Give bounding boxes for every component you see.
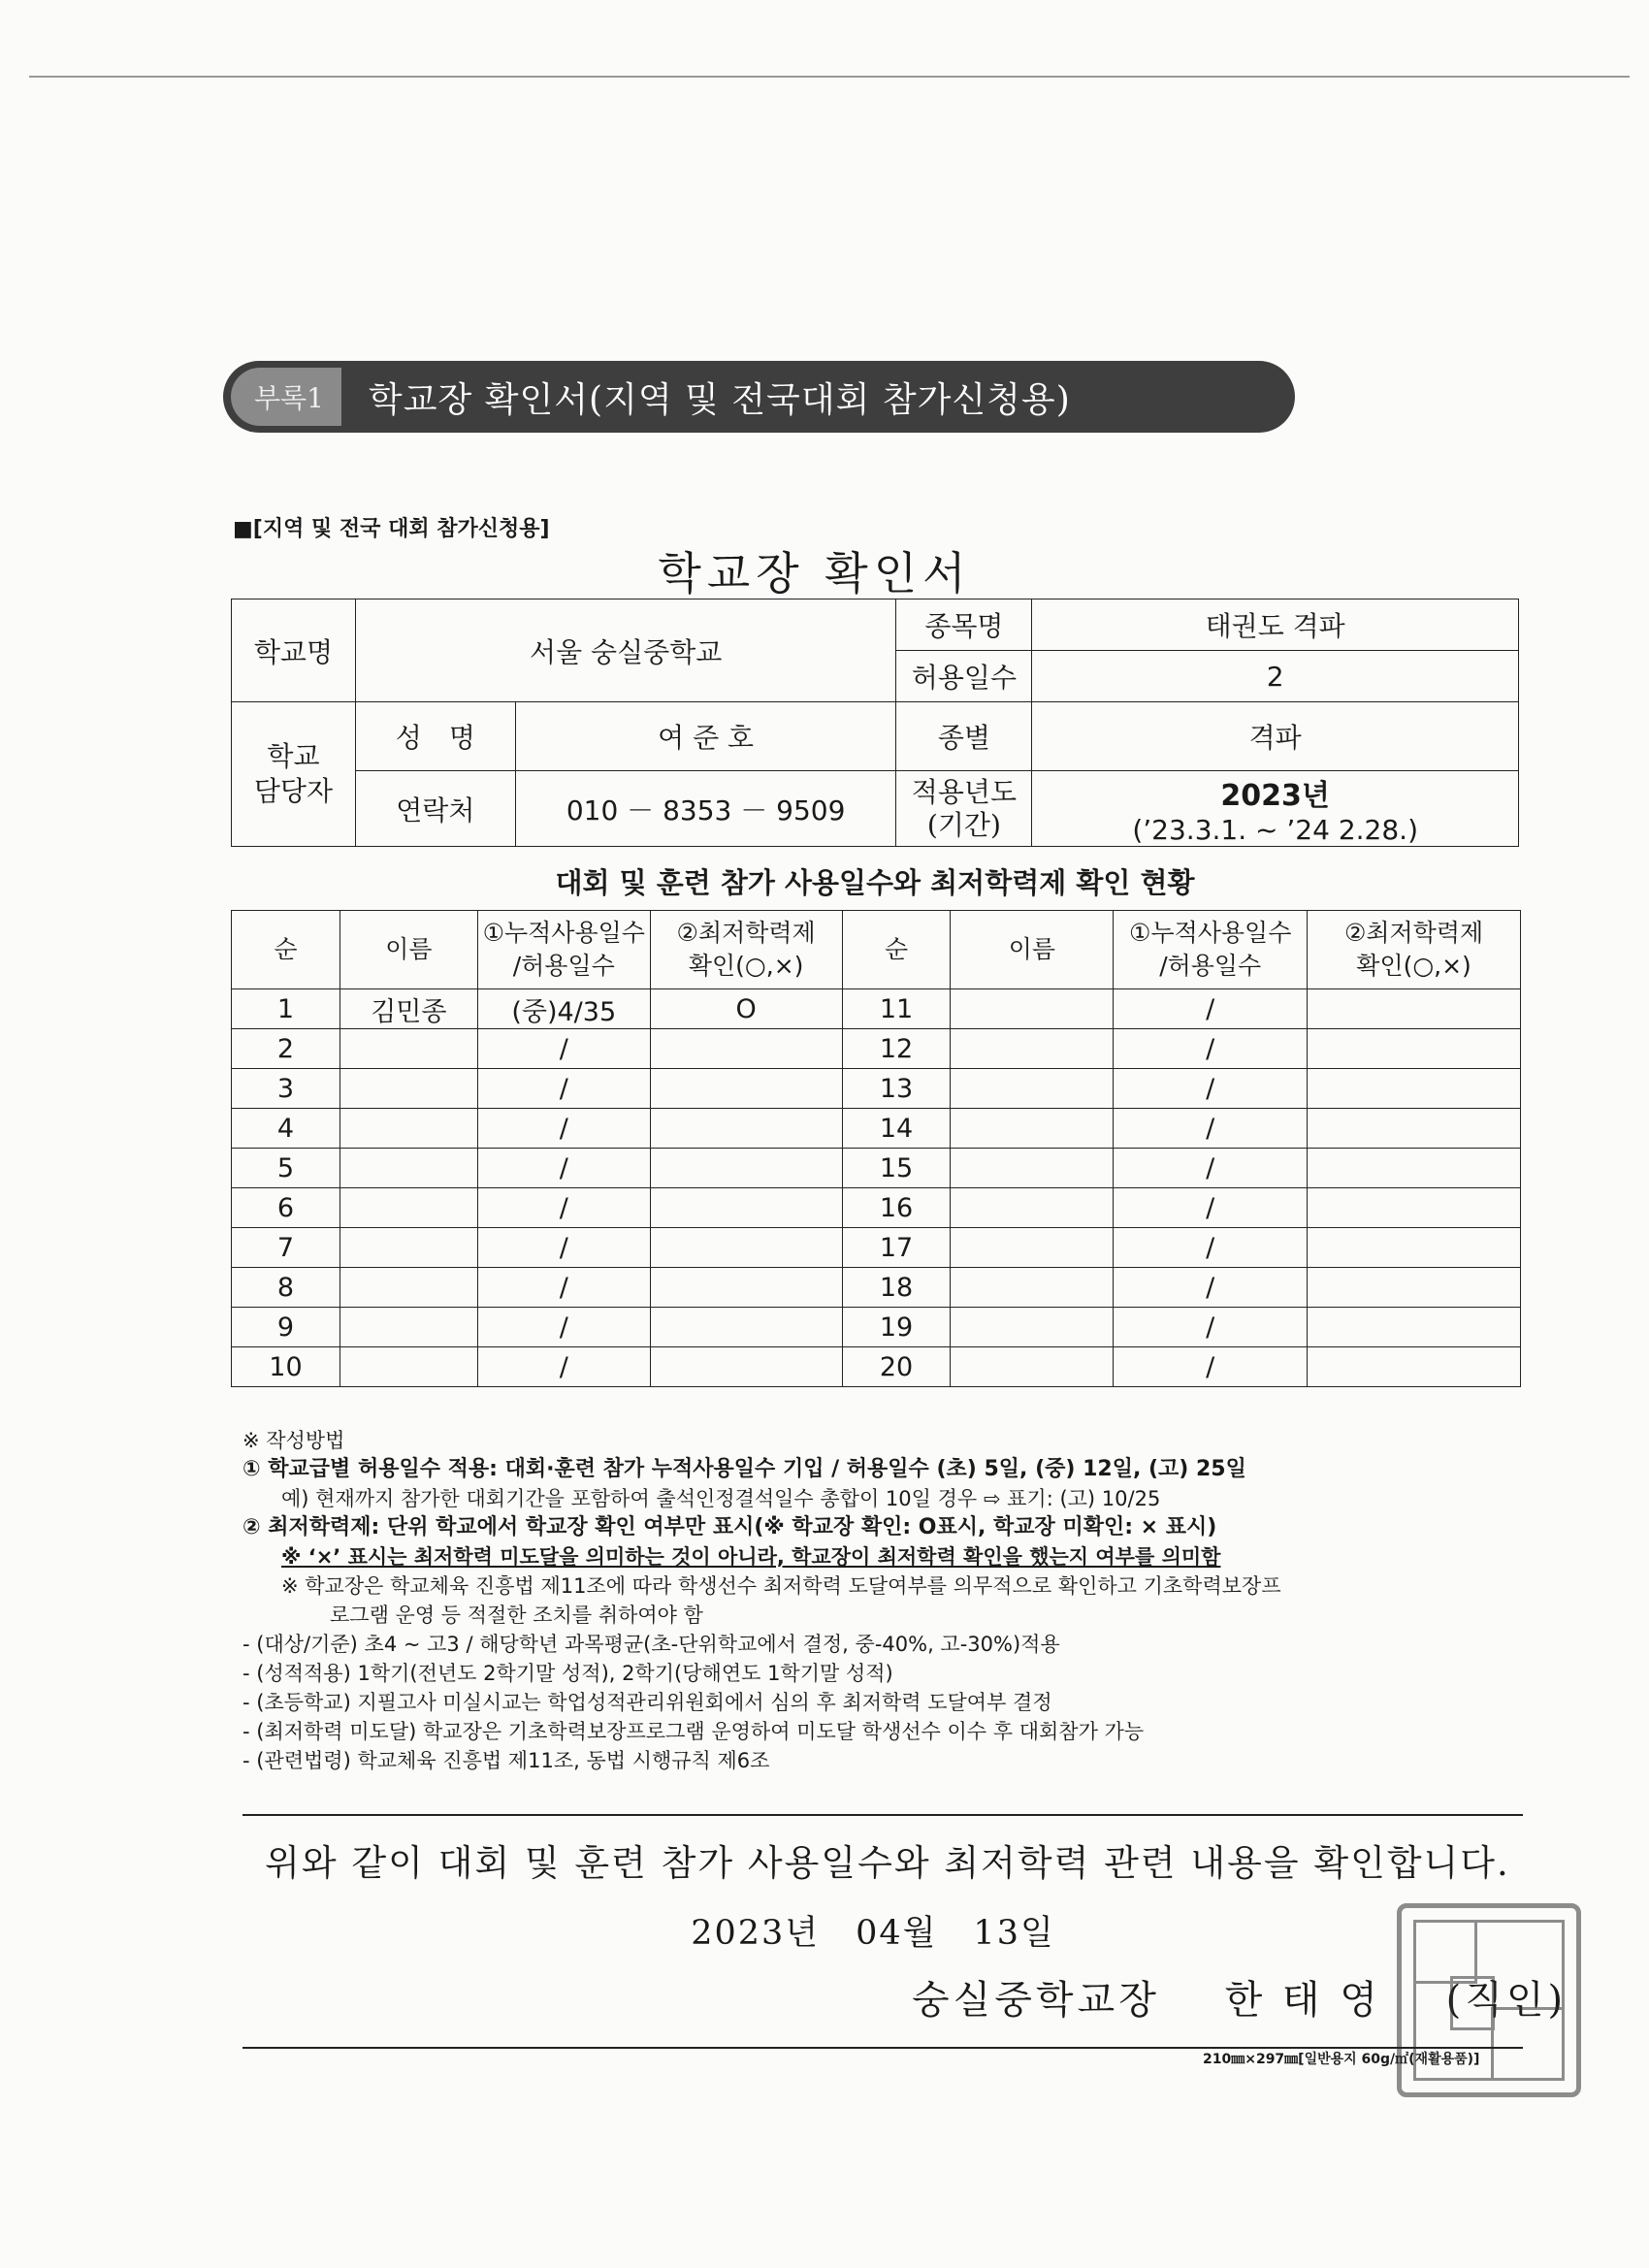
phone-label: 연락처 (355, 771, 515, 847)
name-label: 성 명 (355, 702, 515, 771)
no-cell: 7 (232, 1228, 340, 1268)
name-cell (340, 1228, 477, 1268)
check-cell: O (650, 989, 842, 1029)
category-value: 격파 (1032, 702, 1519, 771)
name-cell (951, 1228, 1114, 1268)
banner-title: 학교장 확인서(지역 및 전국대회 참가신청용) (368, 379, 1071, 420)
no-cell: 20 (842, 1347, 951, 1387)
check-cell (650, 1109, 842, 1149)
check-cell (650, 1308, 842, 1347)
no-cell: 5 (232, 1149, 340, 1188)
no-cell: 4 (232, 1109, 340, 1149)
days-cell: / (1114, 1109, 1308, 1149)
table-row (232, 1149, 1521, 1188)
allowed-days-value: 2 (1032, 651, 1519, 702)
no-cell: 3 (232, 1069, 340, 1109)
days-cell: / (1114, 1268, 1308, 1308)
table-row (232, 1308, 1521, 1347)
appendix-tag: 부록1 (231, 368, 341, 426)
days-cell: / (1114, 1029, 1308, 1069)
header-check: ②최저학력제 확인(○,×) (1308, 911, 1521, 989)
no-cell: 6 (232, 1188, 340, 1228)
check-cell (1308, 1188, 1521, 1228)
seal-label: (직인) (1445, 1978, 1568, 2023)
document-title: 학교장 확인서 (658, 547, 972, 599)
check-cell (1308, 1109, 1521, 1149)
days-cell: / (1114, 1308, 1308, 1347)
name-cell (951, 1188, 1114, 1228)
event-label: 종목명 (896, 599, 1032, 651)
days-cell: / (1114, 1188, 1308, 1228)
header-check: ②최저학력제 확인(○,×) (650, 911, 842, 989)
header-name: 이름 (340, 911, 477, 989)
divider (242, 1814, 1523, 1816)
detail-below-minimum: - (최저학력 미도달) 학교장은 기초학력보장프로그램 운영하여 미도달 학생선수 이수 후 대회참가 가능 (242, 1720, 1145, 1743)
name-cell (340, 1109, 477, 1149)
check-cell (1308, 989, 1521, 1029)
detail-grades: - (성적적용) 1학기(전년도 2학기말 성적), 2학기(당해연도 1학기말 성적) (242, 1662, 893, 1685)
days-cell: / (477, 1188, 650, 1228)
name-cell (340, 1149, 477, 1188)
days-cell: / (477, 1347, 650, 1387)
name-cell (951, 1069, 1114, 1109)
no-cell: 18 (842, 1268, 951, 1308)
days-cell: / (477, 1228, 650, 1268)
note-2-detail: ※ 학교장은 학교체육 진흥법 제11조에 따라 학생선수 최저학력 도달여부를 의무적으로 확인하고 기초학력보장프 (281, 1574, 1281, 1598)
name-cell (951, 1347, 1114, 1387)
school-label: 학교명 (232, 599, 356, 702)
name-cell (951, 1308, 1114, 1347)
signer-title: 숭실중학교장 (912, 1978, 1160, 2023)
note-2: ② 최저학력제: 단위 학교에서 학교장 확인 여부만 표시(※ 학교장 확인: O표시, 학교장 미확인: × 표시) (242, 1515, 1217, 1539)
year-label: 적용년도 (기간) (896, 771, 1032, 847)
check-cell (1308, 1149, 1521, 1188)
name-cell (340, 1308, 477, 1347)
paper-spec: 210㎜×297㎜[일반용지 60g/㎡(재활용품)] (1203, 2052, 1480, 2067)
allowed-days-label: 허용일수 (896, 651, 1032, 702)
table-row (232, 1029, 1521, 1069)
name-cell (340, 1268, 477, 1308)
header-days: ①누적사용일수 /허용일수 (477, 911, 650, 989)
days-cell: / (1114, 1149, 1308, 1188)
table-row (232, 1228, 1521, 1268)
check-cell (650, 1149, 842, 1188)
no-cell: 8 (232, 1268, 340, 1308)
detail-laws: - (관련법령) 학교체육 진흥법 제11조, 동법 시행규칙 제6조 (242, 1749, 770, 1772)
instructions (242, 1426, 1542, 1775)
days-cell: / (1114, 989, 1308, 1029)
check-cell (1308, 1228, 1521, 1268)
table-row (232, 989, 1521, 1029)
no-cell: 2 (232, 1029, 340, 1069)
note-1-example: 예) 현재까지 참가한 대회기간을 포함하여 출석인정결석일수 총합이 10일 경우 ⇨ 표기: (고) 10/25 (281, 1487, 1161, 1510)
table-row (232, 1188, 1521, 1228)
table-row (232, 1347, 1521, 1387)
days-cell: / (477, 1268, 650, 1308)
days-cell: / (1114, 1069, 1308, 1109)
days-cell: (중)4/35 (477, 989, 650, 1029)
signer-name: 한 태 영 (1224, 1978, 1381, 2023)
check-cell (1308, 1308, 1521, 1347)
check-cell (1308, 1069, 1521, 1109)
school-value: 서울 숭실중학교 (355, 599, 896, 702)
detail-target: - (대상/기준) 초4 ~ 고3 / 해당학년 과목평균(초-단위학교에서 결정, 중-40%, 고-30%)적용 (242, 1633, 1060, 1656)
confirmation-statement: 위와 같이 대회 및 훈련 참가 사용일수와 최저학력 관련 내용을 확인합니다. (265, 1842, 1510, 1884)
official-seal (1397, 1903, 1581, 2097)
usage-table (231, 910, 1521, 1387)
event-value: 태권도 격파 (1032, 599, 1519, 651)
no-cell: 11 (842, 989, 951, 1029)
note-2-emphasis: ※ ‘×’ 표시는 최저학력 미도달을 의미하는 것이 아니라, 학교장이 최저학력 확인을 했는지 여부를 의미함 (281, 1545, 1221, 1569)
days-cell: / (477, 1149, 650, 1188)
days-cell: / (477, 1109, 650, 1149)
name-cell (340, 1029, 477, 1069)
header-days: ①누적사용일수 /허용일수 (1114, 911, 1308, 989)
table-row (232, 1069, 1521, 1109)
contact-person-label: 학교 담당자 (232, 702, 356, 847)
no-cell: 15 (842, 1149, 951, 1188)
no-cell: 14 (842, 1109, 951, 1149)
days-cell: / (1114, 1347, 1308, 1387)
subheading: ■[지역 및 전국 대회 참가신청용] (233, 517, 550, 541)
info-table (231, 599, 1519, 847)
note-2-detail-cont: 로그램 운영 등 적절한 조치를 취하여야 함 (330, 1604, 703, 1627)
check-cell (650, 1188, 842, 1228)
year-value: 2023년 (1220, 779, 1330, 813)
notes-heading: ※ 작성방법 (242, 1429, 345, 1452)
name-cell: 김민종 (340, 989, 477, 1029)
name-cell (951, 1268, 1114, 1308)
category-label: 종별 (896, 702, 1032, 771)
days-cell: / (477, 1029, 650, 1069)
table-row (232, 1268, 1521, 1308)
appendix-banner (223, 361, 1295, 433)
no-cell: 9 (232, 1308, 340, 1347)
days-cell: / (477, 1308, 650, 1347)
no-cell: 10 (232, 1347, 340, 1387)
days-cell: / (477, 1069, 650, 1109)
note-1: ① 학교급별 허용일수 적용: 대회·훈련 참가 누적사용일수 기입 / 허용일수 (초) 5일, (중) 12일, (고) 25일 (242, 1457, 1246, 1481)
check-cell (1308, 1347, 1521, 1387)
name-cell (951, 989, 1114, 1029)
year-cell (1032, 771, 1519, 847)
name-cell (951, 1109, 1114, 1149)
header-name: 이름 (951, 911, 1114, 989)
check-cell (650, 1347, 842, 1387)
scan-top-edge (29, 76, 1630, 78)
no-cell: 17 (842, 1228, 951, 1268)
signature-date: 2023년 04월 13일 (691, 1914, 1055, 1953)
table-row (232, 1109, 1521, 1149)
section-title: 대회 및 훈련 참가 사용일수와 최저학력제 확인 현황 (555, 866, 1195, 899)
days-cell: / (1114, 1228, 1308, 1268)
name-cell (340, 1069, 477, 1109)
check-cell (650, 1228, 842, 1268)
check-cell (650, 1069, 842, 1109)
check-cell (1308, 1268, 1521, 1308)
period-value: (’23.3.1. ~ ’24 2.28.) (1132, 814, 1418, 846)
check-cell (1308, 1029, 1521, 1069)
header-no: 순 (232, 911, 340, 989)
no-cell: 16 (842, 1188, 951, 1228)
name-cell (340, 1188, 477, 1228)
check-cell (650, 1268, 842, 1308)
name-cell (951, 1149, 1114, 1188)
no-cell: 19 (842, 1308, 951, 1347)
header-no: 순 (842, 911, 951, 989)
check-cell (650, 1029, 842, 1069)
no-cell: 13 (842, 1069, 951, 1109)
name-value: 여 준 호 (515, 702, 896, 771)
phone-value: 010 － 8353 － 9509 (515, 771, 896, 847)
name-cell (340, 1347, 477, 1387)
detail-elementary: - (초등학교) 지필고사 미실시교는 학업성적관리위원회에서 심의 후 최저학력 도달여부 결정 (242, 1691, 1052, 1714)
no-cell: 12 (842, 1029, 951, 1069)
no-cell: 1 (232, 989, 340, 1029)
name-cell (951, 1029, 1114, 1069)
